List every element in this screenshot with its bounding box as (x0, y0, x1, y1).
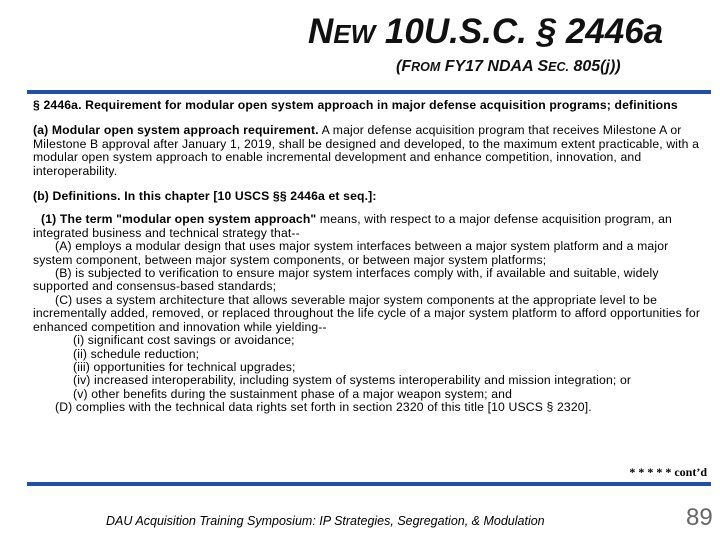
list-item-v: (v) other benefits during the sustainment phase of a major weapon system; and (73, 386, 513, 401)
list-item-iii: (iii) opportunities for technical upgrades; (73, 359, 296, 374)
continued-note: * * * * * cont’d (629, 465, 707, 479)
footer-text: DAU Acquisition Training Symposium: IP Strategies, Segregation, & Modulation (106, 514, 545, 528)
paragraph-a (33, 124, 711, 178)
definition-1-text: means, with respect to a major defense acquisition program, an integrated business and technical strategy that-- (33, 212, 672, 240)
page-number: 89 (686, 504, 713, 531)
list-item-d: (D) complies with the technical data rights set forth in section 2320 of this title [10 USCS § 2320]. (55, 400, 592, 415)
list-item-b: (B) is subjected to verification to ensure major system interfaces comply with, if available and suitable, widely supported and consensus-based standards; (33, 266, 659, 294)
top-divider (27, 90, 711, 94)
definition-1-label: (1) The term "modular open system approach" (41, 212, 317, 227)
list-item-iv: (iv) increased interoperability, including system of systems interoperability and mission integration; or (73, 373, 632, 388)
bottom-divider (27, 482, 711, 486)
list-item-ii: (ii) schedule reduction; (73, 346, 200, 361)
title-new-initial: N (308, 12, 334, 51)
title-main: 10U.S.C. § 2446a (384, 12, 664, 51)
slide-subtitle (396, 56, 621, 78)
list-item-a: (A) employs a modular design that uses major system interfaces between a major system platform and a major system component, between major system components, or between major system platforms; (33, 239, 669, 267)
subtitle-sec: EC. (548, 60, 570, 74)
paragraph-b-label: (b) Definitions. In this chapter [10 USCS §§ 2446a et seq.]: (33, 189, 377, 204)
paragraph-a-label: (a) Modular open system approach requirement. (33, 123, 319, 138)
section-heading: § 2446a. Requirement for modular open system approach in major defense acquisition programs; definitions (33, 98, 678, 112)
slide-title (308, 10, 663, 56)
statute-text (33, 99, 711, 415)
definition-1 (33, 213, 711, 240)
subtitle-close: 805(j)) (573, 58, 621, 75)
subtitle-from: ROM (411, 60, 441, 74)
paragraph-a-text: A major defense acquisition program that receives Milestone A or Milestone B approval after January 1, 2019, shall be designed and developed, to the maximum extent practicable, with a modular open system approach to enable incremental development and enhance competition, innovation, and interoperability. (33, 123, 700, 178)
list-item-c: (C) uses a system architecture that allows severable major system components at the appropriate level to be incrementally added, removed, or replaced throughout the life cycle of a major system platform to afford opportunities for enhanced competition and innovation while yielding-- (33, 292, 701, 334)
title-new-rest: EW (333, 19, 376, 49)
subtitle-open: (F (396, 58, 412, 75)
list-item-i: (i) significant cost savings or avoidance; (73, 333, 295, 348)
subtitle-mid: FY17 NDAA S (444, 58, 549, 75)
